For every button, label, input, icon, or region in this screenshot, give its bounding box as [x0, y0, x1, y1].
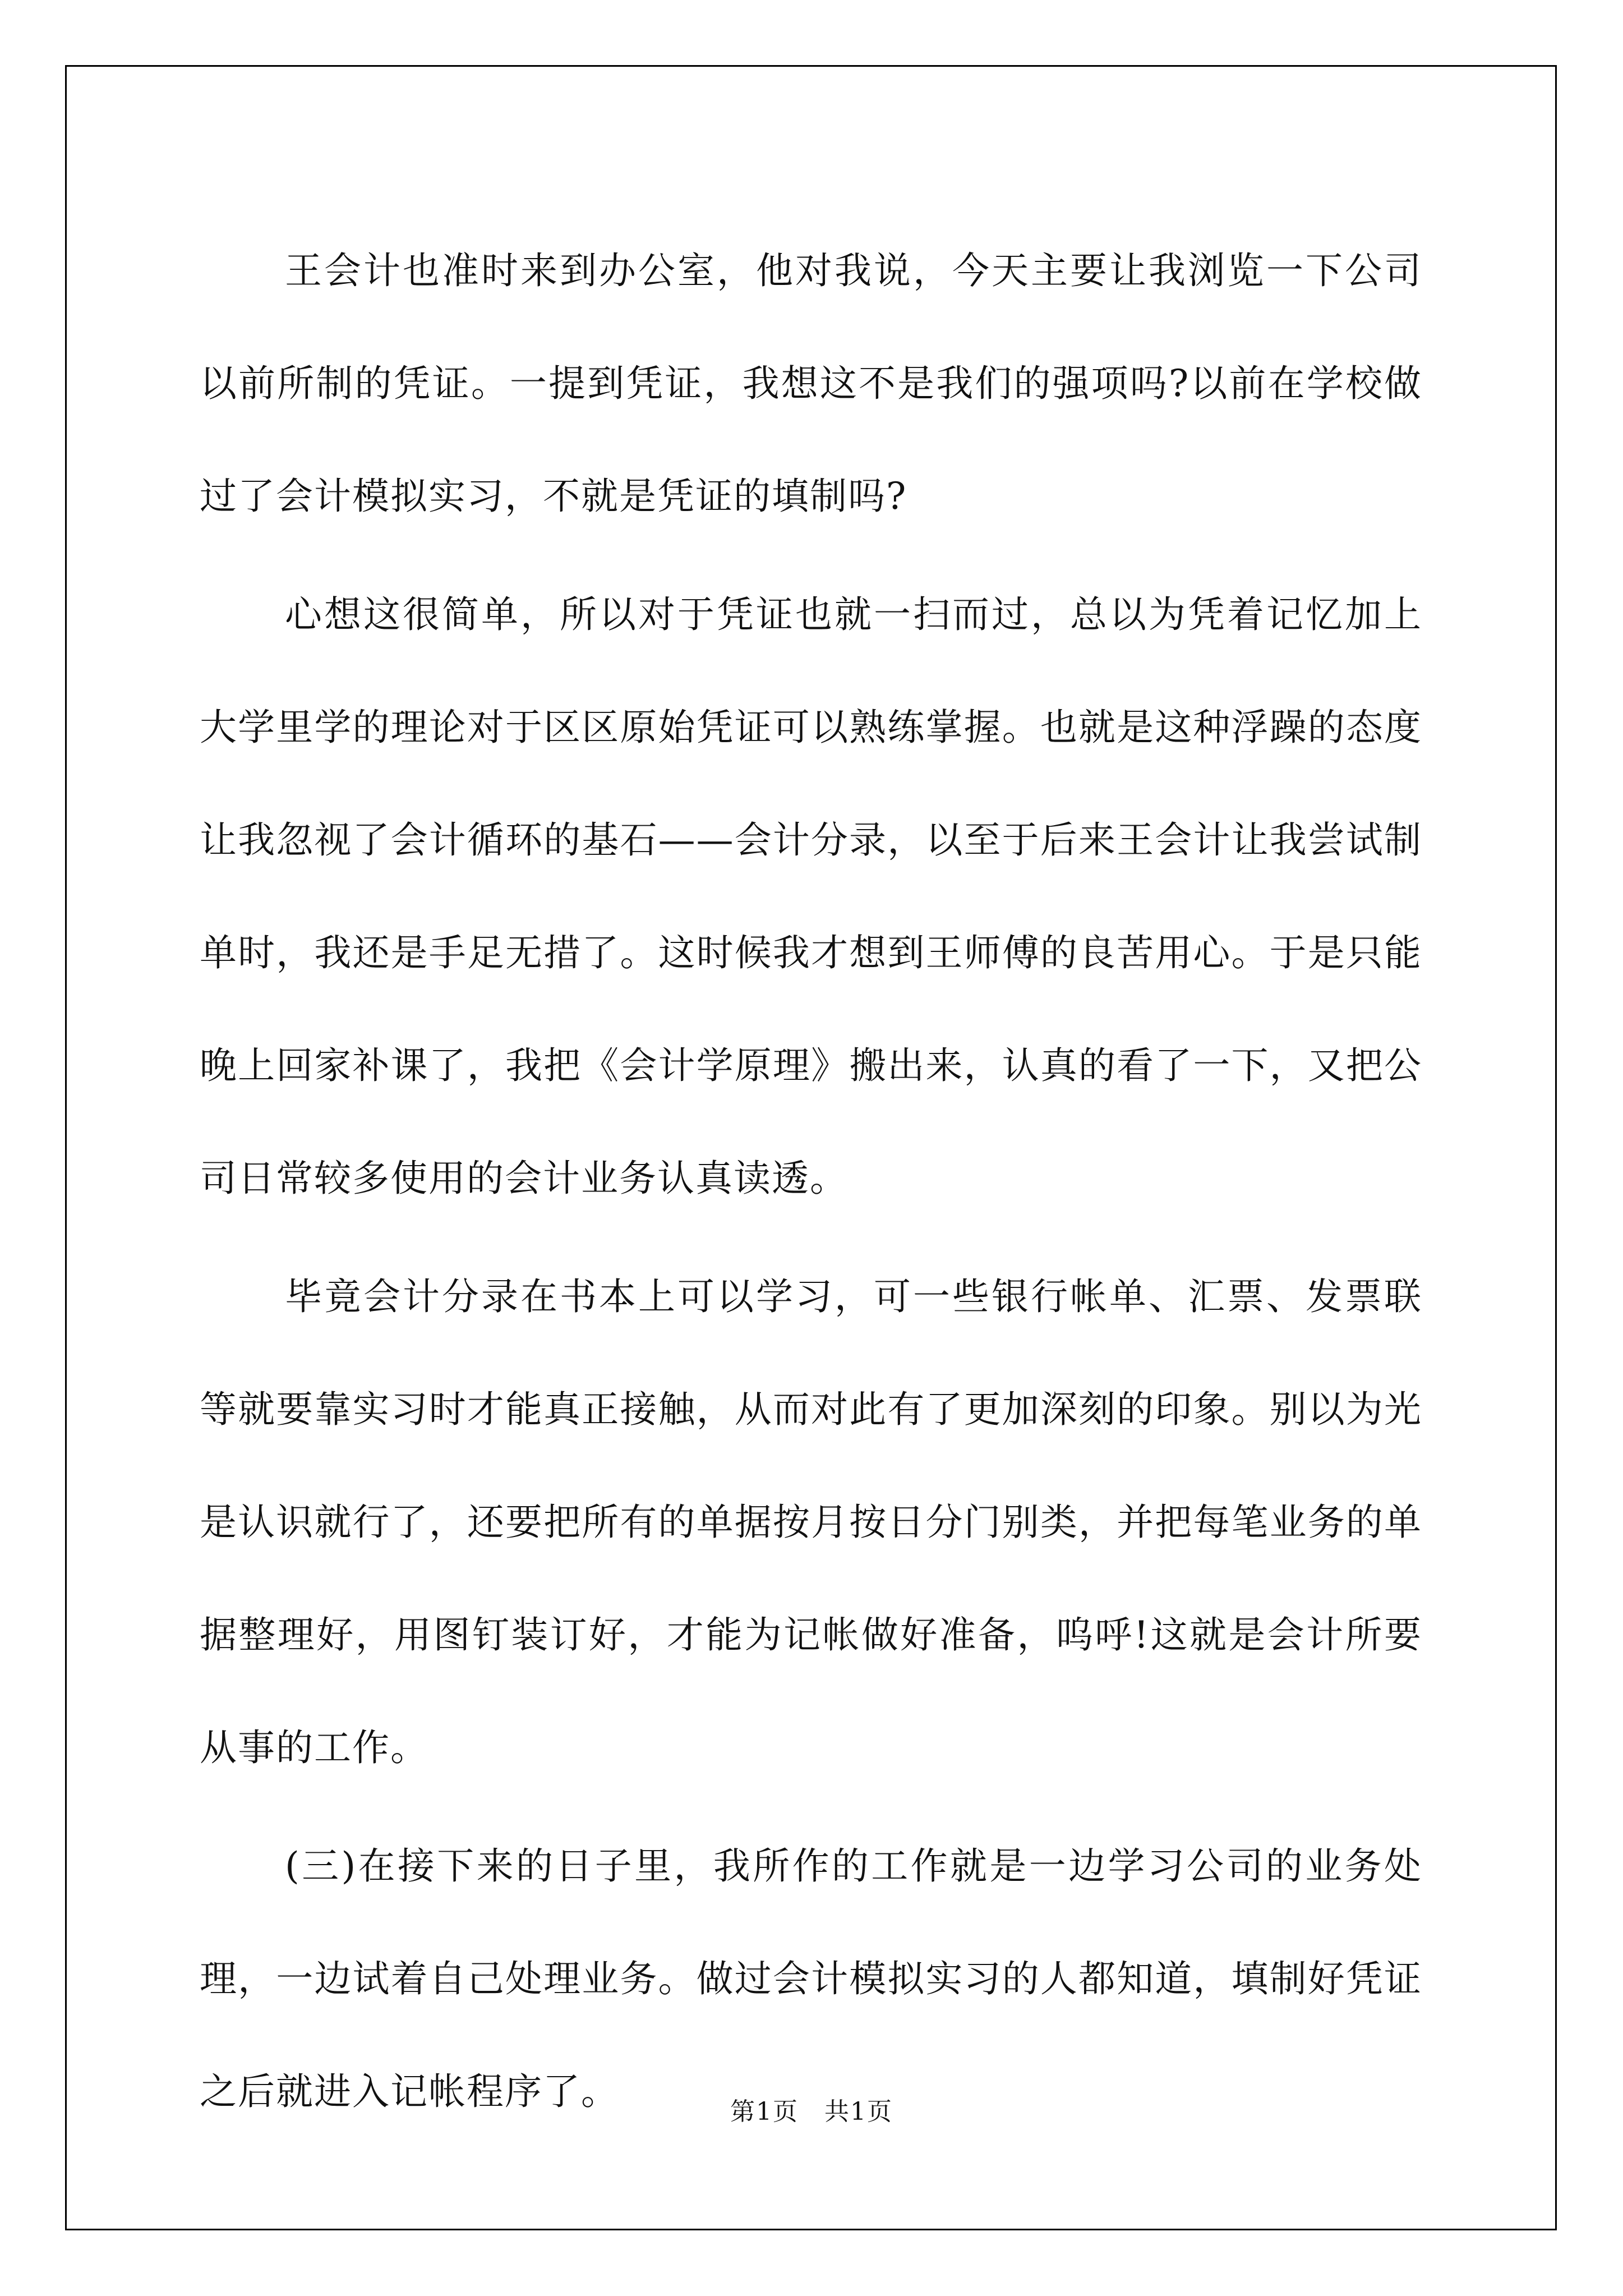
paragraph-1: 王会计也准时来到办公室，他对我说，今天主要让我浏览一下公司以前所制的凭证。一提到凭证，我想这不是我们的强项吗?以前在学校做过了会计模拟实习，不就是凭证的填制吗?	[200, 249, 1422, 518]
paragraph-3: 毕竟会计分录在书本上可以学习，可一些银行帐单、汇票、发票联等就要靠实习时才能真正接触，从而对此有了更加深刻的印象。别以为光是认识就行了，还要把所有的单据按月按日分门别类，并把每笔业务的单据整理好，用图钉装订好，才能为记帐做好准备，呜呼!这就是会计所要从事的工作。	[200, 1275, 1422, 1769]
page-footer: 第1页 共1页	[730, 2097, 893, 2126]
document-body	[200, 214, 1422, 2154]
paragraph-2: 心想这很简单，所以对于凭证也就一扫而过，总以为凭着记忆加上大学里学的理论对于区区原始凭证可以熟练掌握。也就是这种浮躁的态度让我忽视了会计循环的基石——会计分录，以至于后来王会计让我尝试制单时，我还是手足无措了。这时候我才想到王师傅的良苦用心。于是只能晚上回家补课了，我把《会计学原理》搬出来，认真的看了一下，又把公司日常较多使用的会计业务认真读透。	[200, 593, 1422, 1200]
paragraph-4: (三)在接下来的日子里，我所作的工作就是一边学习公司的业务处理，一边试着自己处理业务。做过会计模拟实习的人都知道，填制好凭证之后就进入记帐程序了。	[200, 1844, 1422, 2113]
